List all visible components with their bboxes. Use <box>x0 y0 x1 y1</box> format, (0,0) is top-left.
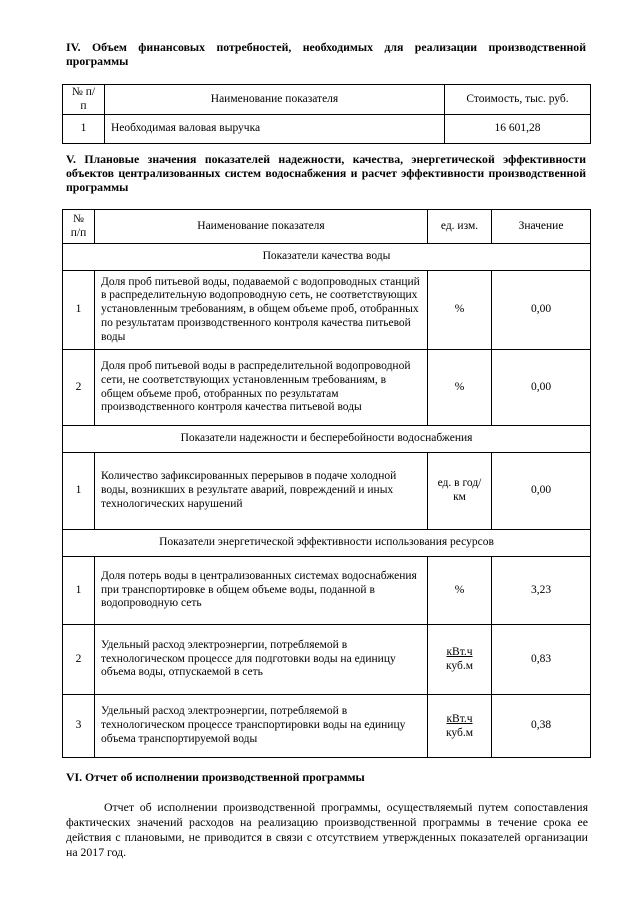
table-row <box>63 557 591 625</box>
table-row <box>63 115 591 144</box>
col-name-header: Наименование показателя <box>95 210 428 244</box>
row-unit <box>428 695 492 758</box>
row-name: Необходимая валовая выручка <box>105 115 445 144</box>
row-num: 3 <box>63 695 95 758</box>
table-row <box>63 625 591 695</box>
row-num: 1 <box>63 115 105 144</box>
group-title-quality: Показатели качества воды <box>63 244 591 271</box>
section4-heading: IV. Объем финансовых потребностей, необходимых для реализации производственной программы <box>66 40 586 68</box>
section5-heading: V. Плановые значения показателей надежности, качества, энергетической эффективности объектов централизованных систем водоснабжения и расчет эффективности производственной программы <box>66 152 586 194</box>
row-unit: ед. в год/ км <box>428 453 492 530</box>
row-num: 1 <box>63 557 95 625</box>
col-unit-header: ед. изм. <box>428 210 492 244</box>
row-value: 0,83 <box>492 625 591 695</box>
row-num: 1 <box>63 271 95 350</box>
financial-needs-table <box>62 84 591 144</box>
table-row <box>63 695 591 758</box>
row-num: 1 <box>63 453 95 530</box>
unit-denominator: куб.м <box>445 726 474 739</box>
table-header-row <box>63 210 591 244</box>
unit-fraction <box>446 712 473 740</box>
row-num: 2 <box>63 350 95 426</box>
section6-paragraph: Отчет об исполнении производственной программы, осуществляемый путем сопоставления фактических значений расходов на реализацию производственной программы в течение срока ее действия с плановыми, не приводится в связи с отсутствием утвержденных показателей организации на 2017 год. <box>66 800 588 859</box>
col-num-header: № п/п <box>63 85 105 115</box>
row-unit: % <box>428 271 492 350</box>
row-unit: % <box>428 350 492 426</box>
row-value: 16 601,28 <box>445 115 591 144</box>
unit-fraction <box>446 645 473 673</box>
col-name-header: Наименование показателя <box>105 85 445 115</box>
table-header-row <box>63 85 591 115</box>
row-name: Доля проб питьевой воды в распределительной водопроводной сети, не соответствующих установленным требованиям, в общем объеме проб, отобранных по результатам производственного контроля качества питьевой воды <box>95 350 428 426</box>
group-title-row <box>63 426 591 453</box>
row-unit: % <box>428 557 492 625</box>
unit-numerator: кВт.ч <box>446 712 473 725</box>
unit-numerator: кВт.ч <box>446 646 473 659</box>
row-unit <box>428 625 492 695</box>
col-value-header: Значение <box>492 210 591 244</box>
section6-heading: VI. Отчет об исполнении производственной программы <box>66 770 365 784</box>
row-value: 0,00 <box>492 453 591 530</box>
table-row <box>63 453 591 530</box>
row-name: Количество зафиксированных перерывов в подаче холодной воды, возникших в результате аварий, повреждений и иных технологических нарушений <box>95 453 428 530</box>
group-title-row <box>63 244 591 271</box>
table-row <box>63 350 591 426</box>
col-num-header: № п/п <box>63 210 95 244</box>
row-value: 3,23 <box>492 557 591 625</box>
row-name: Доля проб питьевой воды, подаваемой с водопроводных станций в распределительную водопроводную сеть, не соответствующих установленным требованиям, в общем объеме проб, отобранных по результатам производственного контроля качества питьевой воды <box>95 271 428 350</box>
group-title-row <box>63 530 591 557</box>
col-cost-header: Стоимость, тыс. руб. <box>445 85 591 115</box>
row-name: Удельный расход электроэнергии, потребляемой в технологическом процессе транспортировки воды на единицу объема транспортируемой воды <box>95 695 428 758</box>
row-name: Доля потерь воды в централизованных системах водоснабжения при транспортировке в общем объеме воды, поданной в водопроводную сеть <box>95 557 428 625</box>
row-value: 0,00 <box>492 350 591 426</box>
row-num: 2 <box>63 625 95 695</box>
unit-denominator: куб.м <box>445 660 474 673</box>
group-title-reliability: Показатели надежности и бесперебойности водоснабжения <box>63 426 591 453</box>
row-value: 0,38 <box>492 695 591 758</box>
indicators-table <box>62 209 591 758</box>
table-row <box>63 271 591 350</box>
group-title-energy: Показатели энергетической эффективности использования ресурсов <box>63 530 591 557</box>
row-value: 0,00 <box>492 271 591 350</box>
row-name: Удельный расход электроэнергии, потребляемой в технологическом процессе для подготовки воды на единицу объема воды, отпускаемой в сеть <box>95 625 428 695</box>
